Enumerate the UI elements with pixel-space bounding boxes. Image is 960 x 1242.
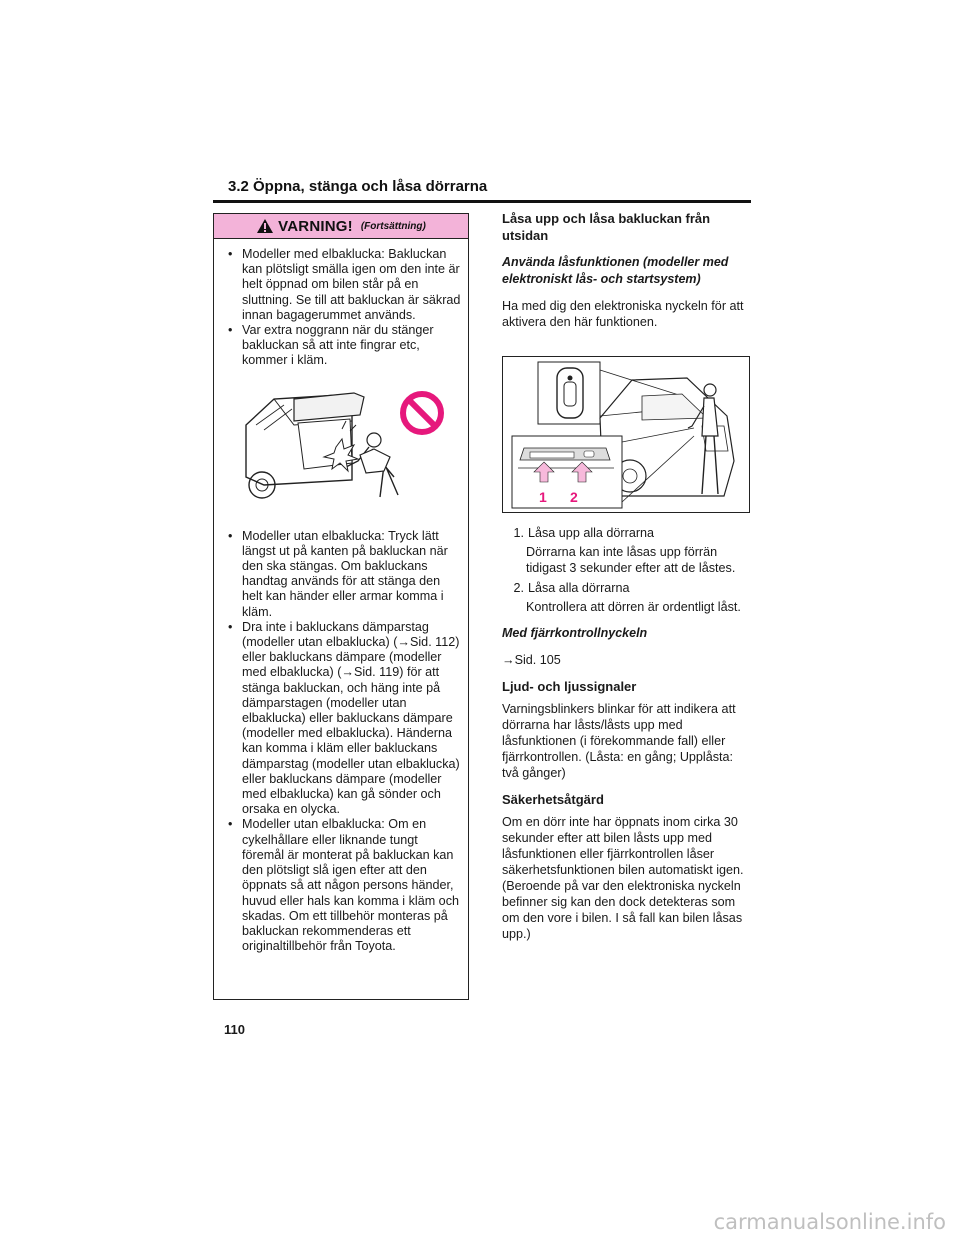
topic-subheading: Använda låsfunktionen (modeller med elektroniskt lås- och startsystem) [502, 255, 729, 286]
warning-header [214, 214, 468, 239]
topic-heading: Låsa upp och låsa bakluckan från utsidan [502, 211, 711, 243]
list-item: • Modeller utan elbaklucka: Tryck lätt längst ut på kanten på bakluckan när den ska stängas. Om bakluckans handtag används för att stänga den helt kan händer eller armar komma i kläm. [228, 528, 448, 619]
warning-triangle-icon [256, 218, 274, 234]
warning-list-bottom [214, 529, 468, 955]
list-item: • Dra inte i bakluckans dämparstag (modeller utan elbaklucka) (→Sid. 112) eller bakluckans dämpare (modeller med elbaklucka) (→Sid. 119) för att stänga bakluckan, och häng inte på dämparstagen (modeller utan elbaklucka) eller bakluckans dämpare (modeller med elbaklucka). Händerna kan komma i kläm eller bakluckans dämparstag (modeller utan elbaklucka) eller bakluckans dämpare (modeller med elbaklucka) kan gå sönder och orsaka en olycka. [228, 619, 460, 817]
signals-heading: Ljud- och ljussignaler [502, 679, 637, 694]
right-column [502, 210, 752, 952]
callout-label: 2 [570, 489, 578, 505]
watermark: carmanualsonline.info [713, 1210, 946, 1234]
warning-box [213, 213, 469, 1000]
remote-page-ref[interactable]: →Sid. 105 [502, 653, 561, 667]
tailgate-warning-illustration [234, 385, 454, 515]
remote-heading: Med fjärrkontrollnyckeln [502, 626, 648, 640]
section-title: 3.2 Öppna, stänga och låsa dörrarna [228, 178, 488, 195]
safety-text: Om en dörr inte har öppnats inom cirka 30 sekunder efter att bilen låsts upp med låsfunktionen eller fjärrkontrollen låser säkerhetsfunktionen bilen automatiskt igen. (Beroende på var den elektroniska nyckeln befinner sig kan den dock detekteras som om den vore i bilen. I så fall kan bilen låsas upp.) [502, 815, 744, 941]
list-item: 2. Låsa alla dörrarna Kontrollera att dörren är ordentligt låst. [513, 581, 741, 614]
safety-heading: Säkerhetsåtgärd [502, 792, 604, 807]
callout-label: 1 [539, 489, 547, 505]
intro-text: Ha med dig den elektroniska nyckeln för att aktivera den här funktionen. [502, 299, 744, 329]
section-rule [213, 200, 751, 203]
step-list [502, 525, 752, 615]
page-number: 110 [224, 1022, 245, 1037]
list-item: • Var extra noggrann när du stänger bakluckan så att inte fingrar etc, kommer i kläm. [228, 323, 434, 368]
list-item: • Modeller utan elbaklucka: Om en cykelhållare eller liknande tungt föremål är monterat på bakluckan kan den plötsligt slå igen efter att den öppnats så att någon persons händer, huvud eller hals kan komma i kläm och skadas. Om ett tillbehör monteras på bakluckan rekommenderas ett originaltillbehör från Toyota. [228, 817, 459, 954]
warning-continuation: (Fortsättning) [360, 220, 426, 232]
list-item: • Modeller med elbaklucka: Bakluckan kan plötsligt smälla igen om den inte är helt öppnad om bilen står på en sluttning. Se till att bakluckan är säkrad innan bagagerummet används. [228, 247, 461, 322]
warning-heading: VARNING! [278, 217, 353, 235]
tailgate-lock-illustration [502, 356, 750, 513]
signals-text: Varningsblinkers blinkar för att indikera att dörrarna har låsts/låsts upp med låsfunktionen (i förekommande fall) eller fjärrkontrollen. (Låsta: en gång; Upplåsta: två gånger) [502, 702, 736, 780]
list-item: 1. Låsa upp alla dörrarna Dörrarna kan inte låsas upp förrän tidigast 3 sekunder efter att de låstes. [513, 526, 736, 575]
warning-list-top [214, 239, 468, 369]
